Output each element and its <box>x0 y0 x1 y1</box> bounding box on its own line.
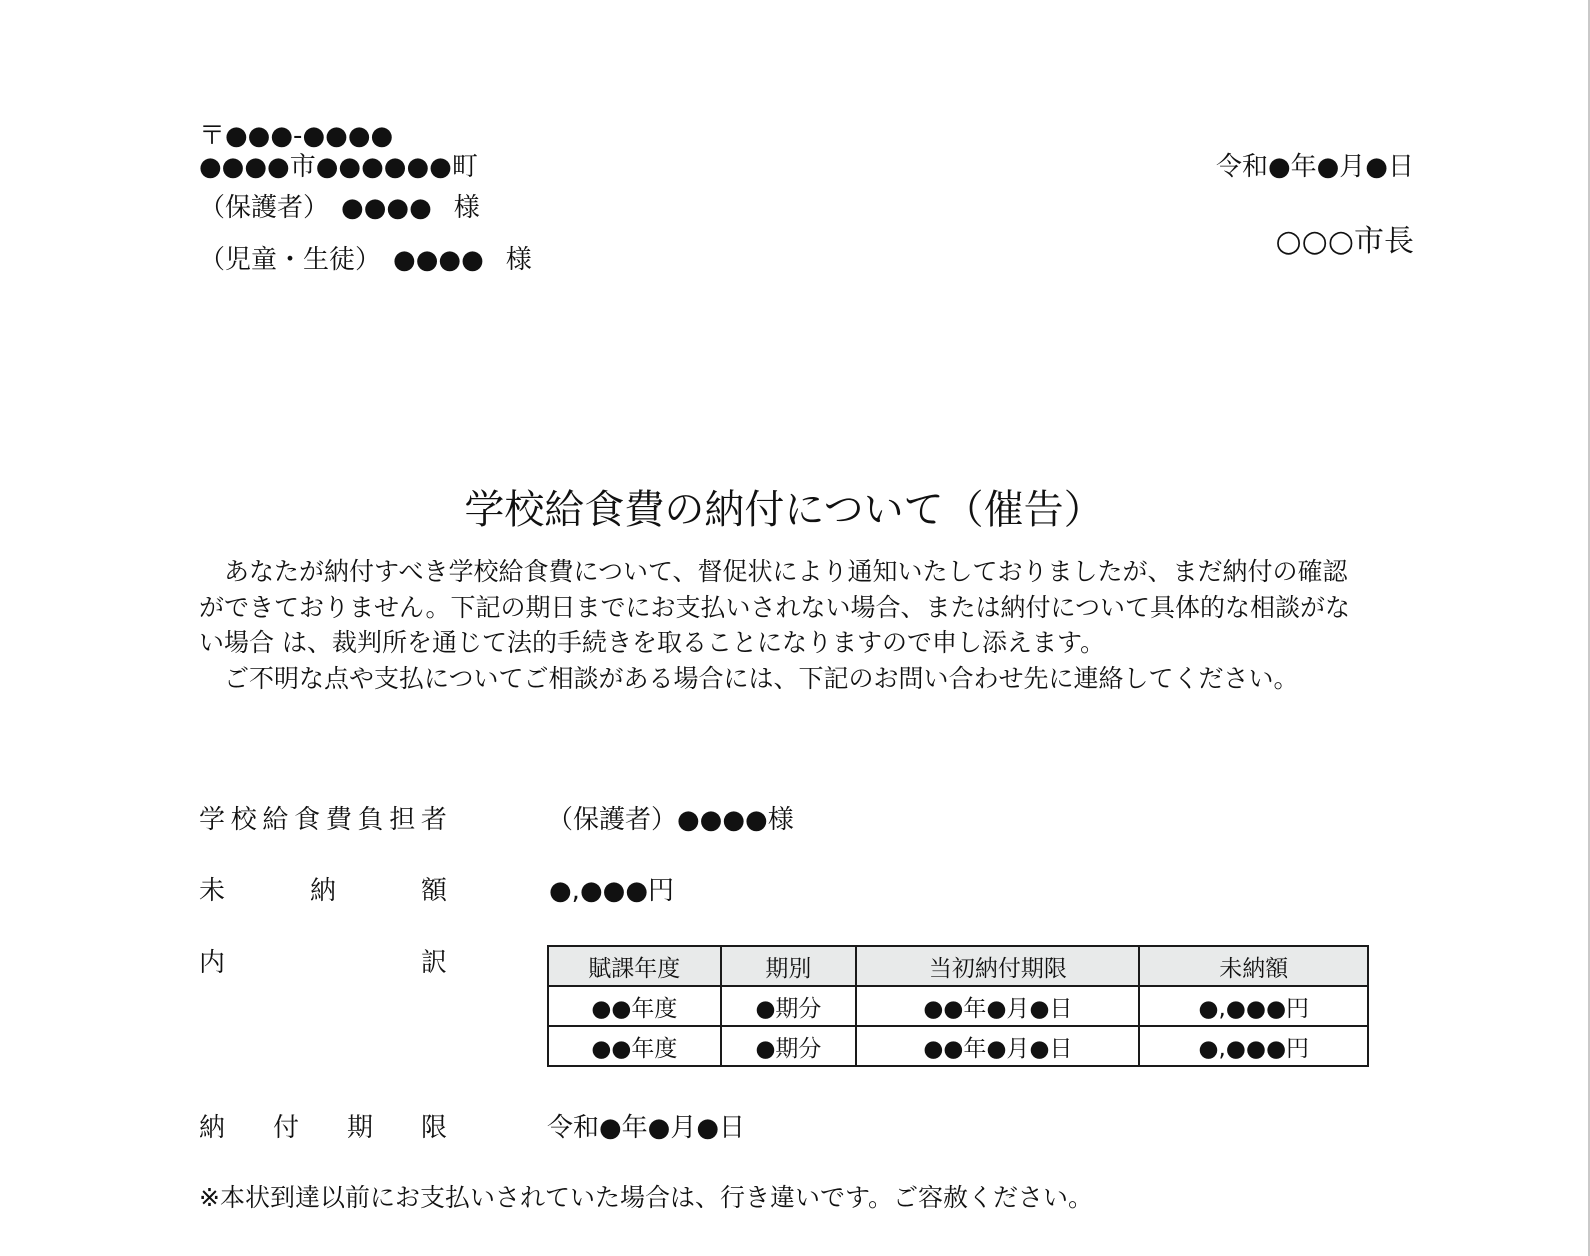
recipient-address: ●●●●市●●●●●●町 <box>199 152 478 182</box>
recipient-postal-code: 〒●●●-●●●● <box>199 121 394 151</box>
breakdown-table <box>547 945 1369 1067</box>
cell-period: ●期分 <box>721 986 857 1026</box>
table-row <box>548 1026 1368 1066</box>
document-title: 学校給食費の納付について（催告） <box>464 487 1104 533</box>
cell-period: ●期分 <box>721 1026 857 1066</box>
unpaid-amount-label: 未 納 額 <box>199 876 447 906</box>
student-honorific: 様 <box>505 245 532 275</box>
sender-name: ○○○市長 <box>1275 224 1414 259</box>
guardian-honorific: 様 <box>453 193 480 223</box>
payer-value: （保護者）●●●●様 <box>547 805 794 835</box>
deadline-label: 納 付 期 限 <box>199 1113 447 1143</box>
cell-unpaid-amount: ●,●●●円 <box>1139 1026 1368 1066</box>
payer-label: 学 校 給 食 費 負 担 者 <box>199 805 447 835</box>
recipient-student <box>199 245 532 275</box>
issue-date: 令和●年●月●日 <box>1215 152 1414 182</box>
body-paragraph-2: ご不明な点や支払についてご相談がある場合には、下記のお問い合わせ先に連絡してください。 <box>224 663 1299 693</box>
cell-original-deadline: ●●年●月●日 <box>856 986 1139 1026</box>
header-period: 期別 <box>721 946 857 986</box>
guardian-label: （保護者） <box>199 193 330 223</box>
header-unpaid-amount: 未納額 <box>1139 946 1368 986</box>
cell-unpaid-amount: ●,●●●円 <box>1139 986 1368 1026</box>
recipient-guardian <box>199 193 480 223</box>
unpaid-amount-value: ●,●●●円 <box>549 876 675 906</box>
table-row <box>548 986 1368 1026</box>
guardian-name: ●●●● <box>341 193 432 223</box>
footnote: ※本状到達以前にお支払いされていた場合は、行き違いです。ご容赦ください。 <box>199 1183 1093 1212</box>
header-original-deadline: 当初納付期限 <box>856 946 1139 986</box>
student-name: ●●●● <box>393 245 484 275</box>
header-fiscal-year: 賦課年度 <box>548 946 721 986</box>
breakdown-label: 内 訳 <box>199 948 447 978</box>
cell-fiscal-year: ●●年度 <box>548 986 721 1026</box>
cell-original-deadline: ●●年●月●日 <box>856 1026 1139 1066</box>
table-header-row <box>548 946 1368 986</box>
deadline-value: 令和●年●月●日 <box>547 1113 746 1143</box>
cell-fiscal-year: ●●年度 <box>548 1026 721 1066</box>
body-text <box>199 554 1371 696</box>
student-label: （児童・生徒） <box>199 245 382 275</box>
body-paragraph-1: あなたが納付すべき学校給食費について、督促状により通知いたしておりましたが、まだ納付の確認ができておりません。下記の期日までにお支払いされない場合、または納付について具体的な相談がない場合 は、裁判所を通じて法的手続きを取ることになりますので申し添えます。 <box>199 557 1351 657</box>
